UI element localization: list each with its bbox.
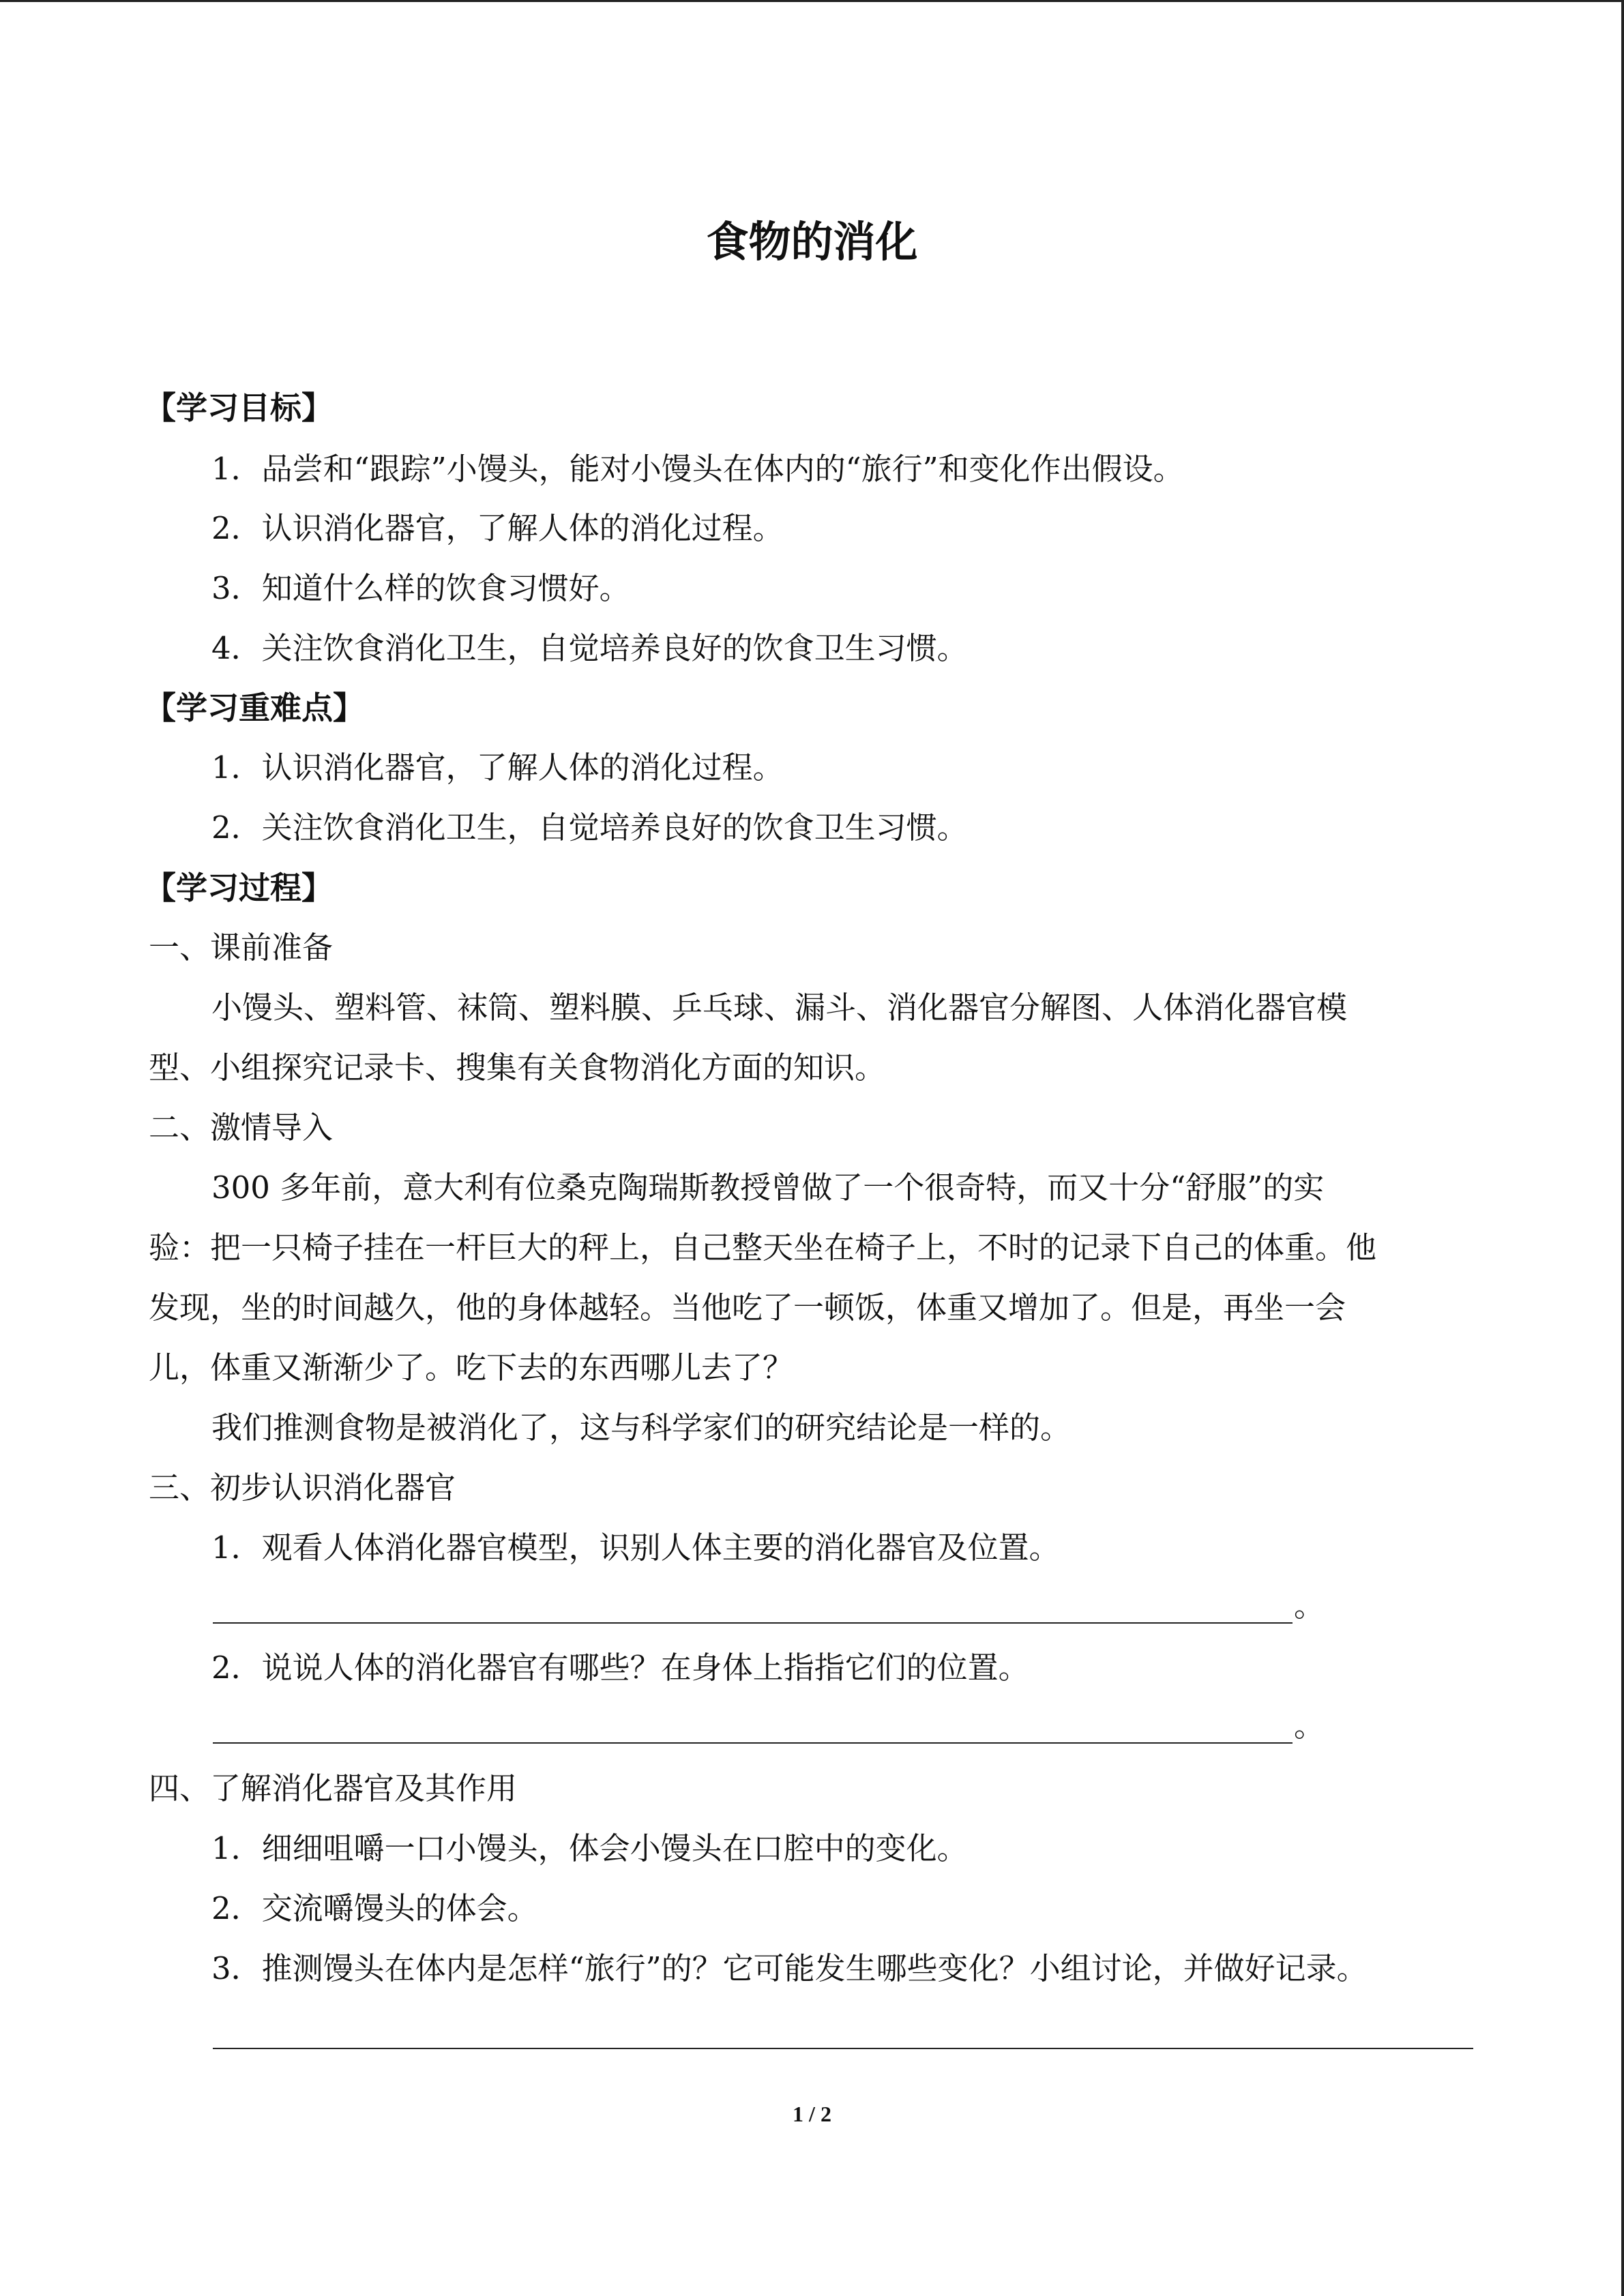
top-border — [0, 0, 1624, 2]
answer-blank-line[interactable] — [213, 2048, 1473, 2049]
part2-paragraph-line: 验：把一只椅子挂在一杆巨大的秤上，自己整天坐在椅子上，不时的记录下自己的体重。他 — [149, 1229, 1377, 1266]
page-number: 1 / 2 — [793, 2102, 831, 2126]
part2-paragraph-line: 我们推测食物是被消化了，这与科学家们的研究结论是一样的。 — [211, 1410, 1072, 1446]
answer-blank-line[interactable] — [213, 1742, 1293, 1744]
right-border — [1621, 0, 1624, 2296]
goal-item: 2．认识消化器官，了解人体的消化过程。 — [211, 510, 784, 546]
part4-item: 1．细细咀嚼一口小馒头，体会小馒头在口腔中的变化。 — [211, 1830, 968, 1866]
part1-paragraph-line: 型、小组探究记录卡、搜集有关食物消化方面的知识。 — [149, 1049, 886, 1086]
part2-paragraph-line: 发现，坐的时间越久，他的身体越轻。当他吃了一顿饭，体重又增加了。但是，再坐一会 — [149, 1289, 1346, 1326]
goal-item: 1．品尝和“跟踪”小馒头，能对小馒头在体内的“旅行”和变化作出假设。 — [211, 451, 1184, 487]
part1-heading: 一、课前准备 — [149, 929, 334, 966]
part4-item: 3．推测馒头在体内是怎样“旅行”的？它可能发生哪些变化？小组讨论，并做好记录。 — [211, 1950, 1368, 1986]
part2-heading: 二、激情导入 — [149, 1109, 334, 1146]
goals-heading: 【学习目标】 — [145, 389, 333, 426]
goal-item: 3．知道什么样的饮食习惯好。 — [211, 570, 630, 606]
part1-paragraph-line: 小馒头、塑料管、袜筒、塑料膜、乒乓球、漏斗、消化器官分解图、人体消化器官模 — [211, 989, 1348, 1026]
blank-end-mark: 。 — [1294, 1708, 1325, 1744]
part2-paragraph-line: 儿，体重又渐渐少了。吃下去的东西哪儿去了？ — [149, 1350, 794, 1386]
key-points-heading: 【学习重难点】 — [145, 689, 364, 726]
part3-heading: 三、初步认识消化器官 — [149, 1470, 456, 1506]
page-title: 食物的消化 — [706, 217, 918, 267]
key-point-item: 1．认识消化器官，了解人体的消化过程。 — [211, 749, 784, 786]
goal-item: 4．关注饮食消化卫生，自觉培养良好的饮食卫生习惯。 — [211, 630, 968, 666]
part4-heading: 四、了解消化器官及其作用 — [149, 1770, 518, 1806]
part4-item: 2．交流嚼馒头的体会。 — [211, 1890, 538, 1926]
part3-question: 1．观看人体消化器官模型，识别人体主要的消化器官及位置。 — [211, 1530, 1060, 1566]
process-heading: 【学习过程】 — [145, 869, 333, 906]
key-point-item: 2．关注饮食消化卫生，自觉培养良好的饮食卫生习惯。 — [211, 809, 968, 846]
answer-blank-line[interactable] — [213, 1622, 1293, 1624]
part3-question: 2．说说人体的消化器官有哪些？在身体上指指它们的位置。 — [211, 1650, 1029, 1686]
part2-paragraph-line: 300 多年前，意大利有位桑克陶瑞斯教授曾做了一个很奇特，而又十分“舒服”的实 — [211, 1169, 1325, 1206]
blank-end-mark: 。 — [1294, 1587, 1325, 1624]
